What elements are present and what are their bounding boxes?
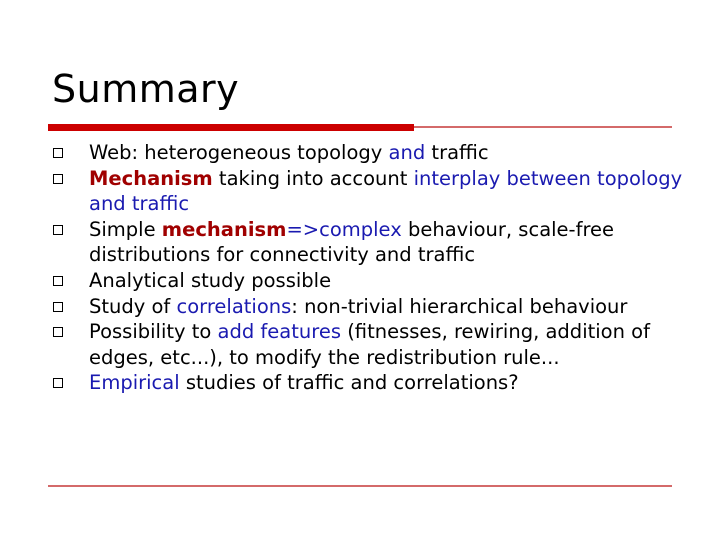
text-segment-highlight: correlations [176,294,292,318]
bullet-item [50,217,690,268]
text-segment: traffic [425,141,489,164]
text-segment: (fitnesses, rewiring, addition of edges, etc...), to modify the redistribution rule... [89,320,650,369]
bullet-text [89,141,489,164]
text-segment: Analytical study possible [89,268,332,292]
text-segment: Simple [89,217,162,241]
footer-rule [48,485,672,487]
text-segment: : non-trivial hierarchical behaviour [291,294,628,318]
hollow-square-icon [53,276,63,286]
title-underline-accent [48,124,414,131]
text-segment-emphasis: mechanism [161,217,287,241]
hollow-square-icon [53,378,63,388]
bullet-text [89,269,331,292]
text-segment: studies of traffic and correlations? [179,371,519,395]
bullet-text [89,320,650,369]
bullet-text [89,167,682,216]
bullet-item [50,294,690,320]
bullet-list [50,140,690,396]
text-segment: Study of [89,294,177,318]
hollow-square-icon [53,302,63,312]
bullet-item [50,370,690,396]
slide-title: Summary [52,67,240,111]
hollow-square-icon [53,225,63,235]
text-segment: taking into account [212,166,414,190]
text-segment: behaviour, scale-free distributions for connectivity and traffic [89,217,615,267]
hollow-square-icon [53,148,63,158]
text-segment-highlight: and [388,141,426,164]
bullet-item [50,319,690,370]
bullet-text [89,218,614,267]
bullet-item [50,140,690,166]
hollow-square-icon [53,327,63,337]
text-segment-highlight: =>complex [286,217,402,241]
text-segment-highlight: interplay between topology and traffic [89,166,683,216]
title-underline-rule [414,126,672,128]
bullet-item [50,268,690,294]
text-segment-emphasis: Mechanism [89,166,213,190]
bullet-text [89,371,519,394]
hollow-square-icon [53,174,63,184]
text-segment: Possibility to [89,320,218,344]
bullet-item [50,166,690,217]
text-segment-highlight: Empirical [89,371,180,395]
text-segment-highlight: add features [217,320,341,344]
bullet-text [89,295,627,318]
text-segment: Web: heterogeneous topology [89,141,389,164]
